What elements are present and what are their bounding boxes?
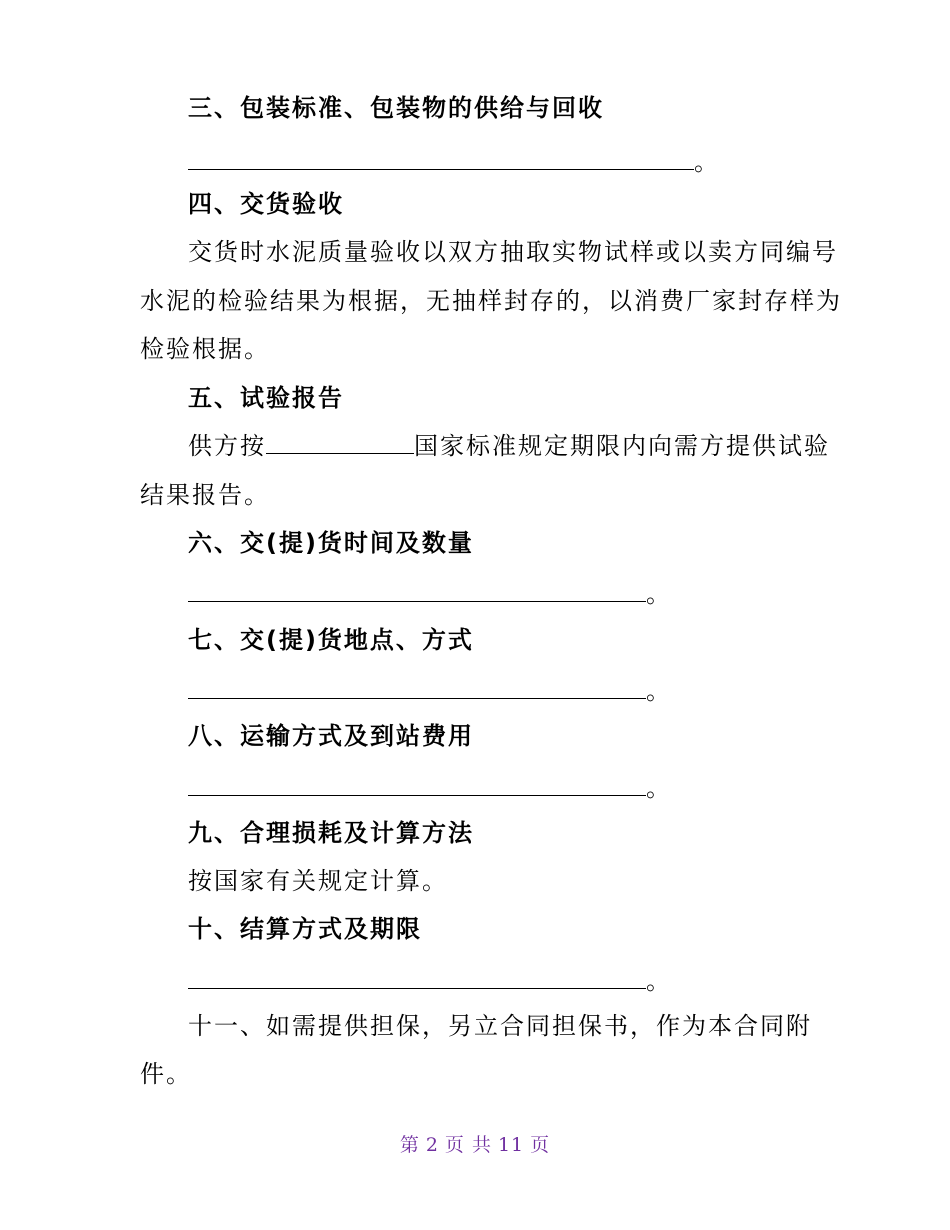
section-4-text-line-2: 水泥的检验结果为根据，无抽样封存的，以消费厂家封存样为 — [140, 287, 842, 315]
page-footer — [0, 1132, 950, 1158]
section-6-blank-line — [188, 578, 868, 610]
section-9-text-line-1: 按国家有关规定计算。 — [188, 867, 448, 895]
footer-page-number: 2 — [425, 1134, 439, 1156]
section-3-blank-line — [188, 146, 868, 178]
period: 。 — [694, 148, 720, 176]
section-5-text-a: 供方按 — [188, 432, 266, 460]
section-8-heading: 八、运输方式及到站费用 — [188, 722, 474, 750]
footer-total-pages: 11 — [497, 1134, 525, 1156]
footer-suffix: 页 — [530, 1134, 551, 1156]
section-4-text-line-3: 检验根据。 — [140, 335, 270, 363]
section-6-heading: 六、交(提)货时间及数量 — [188, 529, 474, 557]
period: 。 — [646, 677, 672, 705]
section-5-text-b: 国家标准规定期限内向需方提供试验 — [414, 432, 830, 460]
section-5-text-line-1 — [188, 430, 868, 462]
section-7-blank-line — [188, 675, 868, 707]
section-8-blank-line — [188, 772, 868, 804]
section-7-heading: 七、交(提)货地点、方式 — [188, 626, 474, 654]
fill-in-blank — [266, 431, 414, 454]
period: 。 — [646, 967, 672, 995]
footer-middle: 页 共 — [444, 1134, 492, 1156]
section-9-heading: 九、合理损耗及计算方法 — [188, 819, 474, 847]
section-10-blank-line — [188, 965, 868, 997]
fill-in-blank — [188, 676, 646, 699]
fill-in-blank — [188, 966, 646, 989]
section-5-text-line-2: 结果报告。 — [140, 481, 270, 509]
section-10-heading: 十、结算方式及期限 — [188, 915, 422, 943]
section-11-text-line-1: 十一、如需提供担保，另立合同担保书，作为本合同附 — [188, 1012, 812, 1040]
period: 。 — [646, 580, 672, 608]
fill-in-blank — [188, 773, 646, 796]
section-3-heading: 三、包装标准、包装物的供给与回收 — [188, 94, 604, 122]
footer-prefix: 第 — [399, 1134, 420, 1156]
period: 。 — [646, 774, 672, 802]
section-4-heading: 四、交货验收 — [188, 190, 344, 218]
section-5-heading: 五、试验报告 — [188, 384, 344, 412]
section-4-text-line-1: 交货时水泥质量验收以双方抽取实物试样或以卖方同编号 — [188, 238, 838, 266]
section-11-text-line-2: 件。 — [140, 1060, 192, 1088]
fill-in-blank — [188, 579, 646, 602]
fill-in-blank — [188, 147, 694, 170]
